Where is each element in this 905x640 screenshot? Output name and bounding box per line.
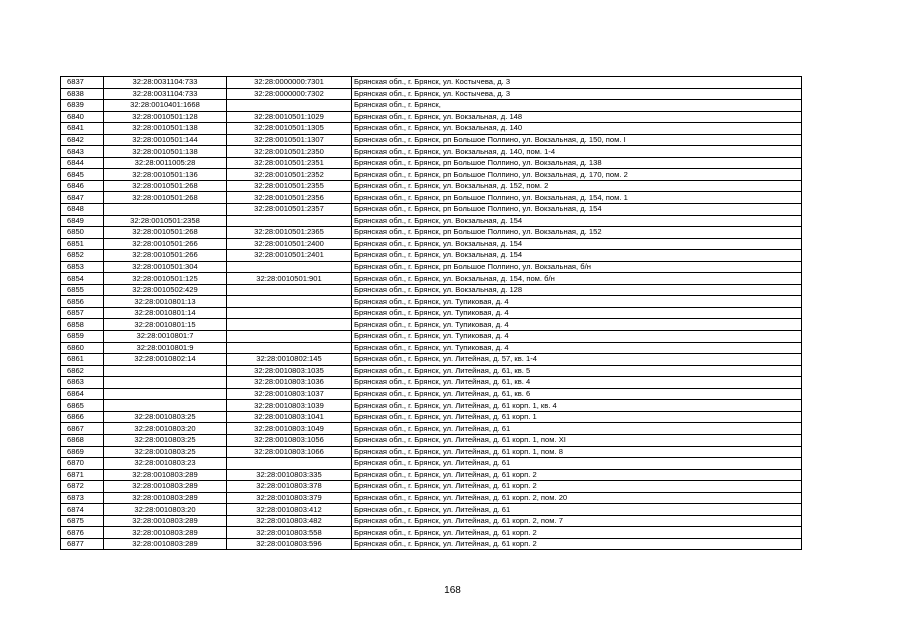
address-cell: Брянская обл., г. Брянск, ул. Вокзальная, д. 154 — [352, 250, 802, 262]
cadastral-object-cell — [227, 331, 352, 343]
table-row — [61, 169, 802, 181]
cadastral-object-cell: 32:28:0010501:2401 — [227, 250, 352, 262]
cadastral-parcel-cell: 32:28:0010803:23 — [104, 458, 227, 470]
address-cell: Брянская обл., г. Брянск, ул. Литейная, д. 61 — [352, 458, 802, 470]
cadastral-object-cell: 32:28:0010803:482 — [227, 515, 352, 527]
cadastral-object-cell — [227, 284, 352, 296]
table-row — [61, 446, 802, 458]
row-number-cell: 6866 — [61, 411, 104, 423]
table-row — [61, 215, 802, 227]
cadastral-parcel-cell: 32:28:0031104:733 — [104, 88, 227, 100]
table-row — [61, 273, 802, 285]
table-row — [61, 204, 802, 216]
row-number-cell: 6869 — [61, 446, 104, 458]
cadastral-parcel-cell: 32:28:0010801:14 — [104, 307, 227, 319]
row-number-cell: 6838 — [61, 88, 104, 100]
row-number-cell: 6848 — [61, 204, 104, 216]
address-cell: Брянская обл., г. Брянск, ул. Литейная, д. 61, кв. 6 — [352, 388, 802, 400]
cadastral-parcel-cell: 32:28:0010501:125 — [104, 273, 227, 285]
cadastral-object-cell: 32:28:0010501:1307 — [227, 134, 352, 146]
table-row — [61, 307, 802, 319]
row-number-cell: 6845 — [61, 169, 104, 181]
cadastral-object-cell: 32:28:0010803:1066 — [227, 446, 352, 458]
table-body — [61, 77, 802, 550]
row-number-cell: 6859 — [61, 331, 104, 343]
cadastral-parcel-cell — [104, 400, 227, 412]
address-cell: Брянская обл., г. Брянск, ул. Вокзальная, д. 148 — [352, 111, 802, 123]
address-cell: Брянская обл., г. Брянск, ул. Литейная, д. 61 корп. 1, кв. 4 — [352, 400, 802, 412]
cadastral-object-cell: 32:28:0010803:1056 — [227, 434, 352, 446]
cadastral-parcel-cell: 32:28:0010501:266 — [104, 238, 227, 250]
address-cell: Брянская обл., г. Брянск, ул. Литейная, д. 61 корп. 1, пом. 8 — [352, 446, 802, 458]
cadastral-object-cell: 32:28:0010501:2365 — [227, 227, 352, 239]
property-register-table — [60, 76, 802, 550]
cadastral-parcel-cell: 32:28:0010501:266 — [104, 250, 227, 262]
cadastral-object-cell: 32:28:0000000:7302 — [227, 88, 352, 100]
cadastral-parcel-cell: 32:28:0010501:268 — [104, 192, 227, 204]
row-number-cell: 6842 — [61, 134, 104, 146]
row-number-cell: 6870 — [61, 458, 104, 470]
row-number-cell: 6840 — [61, 111, 104, 123]
cadastral-parcel-cell — [104, 388, 227, 400]
address-cell: Брянская обл., г. Брянск, ул. Литейная, д. 61 корп. 1, пом. XI — [352, 434, 802, 446]
cadastral-parcel-cell: 32:28:0010501:138 — [104, 123, 227, 135]
table-row — [61, 180, 802, 192]
cadastral-parcel-cell: 32:28:0010802:14 — [104, 354, 227, 366]
cadastral-parcel-cell — [104, 204, 227, 216]
table-row — [61, 100, 802, 112]
cadastral-parcel-cell: 32:28:0010501:136 — [104, 169, 227, 181]
address-cell: Брянская обл., г. Брянск, ул. Литейная, д. 61 корп. 2 — [352, 538, 802, 550]
address-cell: Брянская обл., г. Брянск, ул. Литейная, д. 57, кв. 1-4 — [352, 354, 802, 366]
cadastral-parcel-cell: 32:28:0010801:9 — [104, 342, 227, 354]
address-cell: Брянская обл., г. Брянск, ул. Вокзальная, д. 140, пом. 1-4 — [352, 146, 802, 158]
address-cell: Брянская обл., г. Брянск, ул. Вокзальная, д. 154, пом. б/н — [352, 273, 802, 285]
row-number-cell: 6853 — [61, 261, 104, 273]
address-cell: Брянская обл., г. Брянск, ул. Литейная, д. 61 корп. 2, пом. 20 — [352, 492, 802, 504]
address-cell: Брянская обл., г. Брянск, ул. Тупиковая, д. 4 — [352, 307, 802, 319]
table-row — [61, 400, 802, 412]
row-number-cell: 6868 — [61, 434, 104, 446]
cadastral-object-cell: 32:28:0010501:2351 — [227, 157, 352, 169]
row-number-cell: 6872 — [61, 481, 104, 493]
table-row — [61, 458, 802, 470]
address-cell: Брянская обл., г. Брянск, рп Большое Полпино, ул. Вокзальная, д. 150, пом. I — [352, 134, 802, 146]
table-row — [61, 411, 802, 423]
cadastral-parcel-cell: 32:28:0010803:289 — [104, 492, 227, 504]
address-cell: Брянская обл., г. Брянск, рп Большое Полпино, ул. Вокзальная, д. 138 — [352, 157, 802, 169]
cadastral-object-cell: 32:28:0010803:378 — [227, 481, 352, 493]
address-cell: Брянская обл., г. Брянск, ул. Вокзальная, д. 154 — [352, 238, 802, 250]
table-row — [61, 111, 802, 123]
address-cell: Брянская обл., г. Брянск, — [352, 100, 802, 112]
table-row — [61, 469, 802, 481]
cadastral-object-cell: 32:28:0010803:1049 — [227, 423, 352, 435]
cadastral-parcel-cell: 32:28:0010803:289 — [104, 515, 227, 527]
cadastral-object-cell: 32:28:0010803:1039 — [227, 400, 352, 412]
table-row — [61, 331, 802, 343]
address-cell: Брянская обл., г. Брянск, ул. Вокзальная, д. 152, пом. 2 — [352, 180, 802, 192]
cadastral-object-cell: 32:28:0010501:901 — [227, 273, 352, 285]
cadastral-parcel-cell: 32:28:0010501:2358 — [104, 215, 227, 227]
table-row — [61, 192, 802, 204]
cadastral-parcel-cell: 32:28:0010502:429 — [104, 284, 227, 296]
table-row — [61, 423, 802, 435]
cadastral-object-cell: 32:28:0010803:1037 — [227, 388, 352, 400]
row-number-cell: 6875 — [61, 515, 104, 527]
cadastral-object-cell: 32:28:0010803:1036 — [227, 377, 352, 389]
cadastral-parcel-cell: 32:28:0010501:304 — [104, 261, 227, 273]
table-row — [61, 434, 802, 446]
row-number-cell: 6862 — [61, 365, 104, 377]
cadastral-object-cell: 32:28:0010803:1041 — [227, 411, 352, 423]
row-number-cell: 6852 — [61, 250, 104, 262]
row-number-cell: 6849 — [61, 215, 104, 227]
table-row — [61, 88, 802, 100]
cadastral-parcel-cell: 32:28:0010401:1668 — [104, 100, 227, 112]
cadastral-parcel-cell: 32:28:0010803:289 — [104, 527, 227, 539]
document-page — [60, 76, 802, 550]
cadastral-parcel-cell — [104, 365, 227, 377]
table-row — [61, 250, 802, 262]
cadastral-object-cell — [227, 319, 352, 331]
page-number: 168 — [444, 585, 461, 596]
row-number-cell: 6843 — [61, 146, 104, 158]
address-cell: Брянская обл., г. Брянск, ул. Тупиковая, д. 4 — [352, 342, 802, 354]
row-number-cell: 6854 — [61, 273, 104, 285]
table-row — [61, 365, 802, 377]
cadastral-parcel-cell: 32:28:0010803:20 — [104, 504, 227, 516]
cadastral-object-cell: 32:28:0010803:379 — [227, 492, 352, 504]
table-row — [61, 527, 802, 539]
address-cell: Брянская обл., г. Брянск, ул. Литейная, д. 61, кв. 5 — [352, 365, 802, 377]
cadastral-object-cell: 32:28:0010501:1029 — [227, 111, 352, 123]
address-cell: Брянская обл., г. Брянск, ул. Литейная, д. 61 корп. 1 — [352, 411, 802, 423]
address-cell: Брянская обл., г. Брянск, рп Большое Полпино, ул. Вокзальная, д. 170, пом. 2 — [352, 169, 802, 181]
cadastral-parcel-cell: 32:28:0010501:128 — [104, 111, 227, 123]
row-number-cell: 6865 — [61, 400, 104, 412]
address-cell: Брянская обл., г. Брянск, ул. Литейная, д. 61 корп. 2 — [352, 527, 802, 539]
table-row — [61, 388, 802, 400]
table-row — [61, 504, 802, 516]
cadastral-object-cell: 32:28:0010803:1035 — [227, 365, 352, 377]
address-cell: Брянская обл., г. Брянск, ул. Литейная, д. 61 корп. 2 — [352, 481, 802, 493]
cadastral-object-cell — [227, 342, 352, 354]
address-cell: Брянская обл., г. Брянск, рп Большое Полпино, ул. Вокзальная, д. 154 — [352, 204, 802, 216]
row-number-cell: 6864 — [61, 388, 104, 400]
cadastral-parcel-cell: 32:28:0010801:13 — [104, 296, 227, 308]
cadastral-object-cell — [227, 307, 352, 319]
row-number-cell: 6839 — [61, 100, 104, 112]
table-row — [61, 134, 802, 146]
address-cell: Брянская обл., г. Брянск, ул. Тупиковая, д. 4 — [352, 319, 802, 331]
cadastral-parcel-cell: 32:28:0010803:20 — [104, 423, 227, 435]
address-cell: Брянская обл., г. Брянск, ул. Тупиковая, д. 4 — [352, 296, 802, 308]
address-cell: Брянская обл., г. Брянск, ул. Литейная, д. 61 — [352, 504, 802, 516]
table-row — [61, 296, 802, 308]
cadastral-object-cell — [227, 296, 352, 308]
cadastral-object-cell — [227, 215, 352, 227]
cadastral-object-cell: 32:28:0010803:558 — [227, 527, 352, 539]
row-number-cell: 6857 — [61, 307, 104, 319]
row-number-cell: 6846 — [61, 180, 104, 192]
table-row — [61, 377, 802, 389]
row-number-cell: 6850 — [61, 227, 104, 239]
row-number-cell: 6844 — [61, 157, 104, 169]
cadastral-object-cell: 32:28:0000000:7301 — [227, 77, 352, 89]
row-number-cell: 6855 — [61, 284, 104, 296]
row-number-cell: 6863 — [61, 377, 104, 389]
table-row — [61, 319, 802, 331]
row-number-cell: 6867 — [61, 423, 104, 435]
cadastral-object-cell: 32:28:0010803:335 — [227, 469, 352, 481]
cadastral-object-cell — [227, 100, 352, 112]
table-row — [61, 77, 802, 89]
cadastral-object-cell: 32:28:0010501:2355 — [227, 180, 352, 192]
cadastral-object-cell: 32:28:0010501:1305 — [227, 123, 352, 135]
table-row — [61, 538, 802, 550]
table-row — [61, 354, 802, 366]
table-row — [61, 123, 802, 135]
table-row — [61, 481, 802, 493]
table-row — [61, 157, 802, 169]
address-cell: Брянская обл., г. Брянск, ул. Вокзальная, д. 140 — [352, 123, 802, 135]
cadastral-parcel-cell: 32:28:0010803:289 — [104, 469, 227, 481]
cadastral-object-cell: 32:28:0010802:145 — [227, 354, 352, 366]
address-cell: Брянская обл., г. Брянск, ул. Вокзальная, д. 128 — [352, 284, 802, 296]
cadastral-parcel-cell: 32:28:0010803:25 — [104, 434, 227, 446]
address-cell: Брянская обл., г. Брянск, ул. Литейная, д. 61, кв. 4 — [352, 377, 802, 389]
cadastral-object-cell — [227, 261, 352, 273]
row-number-cell: 6874 — [61, 504, 104, 516]
address-cell: Брянская обл., г. Брянск, ул. Тупиковая, д. 4 — [352, 331, 802, 343]
address-cell: Брянская обл., г. Брянск, ул. Вокзальная, д. 154 — [352, 215, 802, 227]
address-cell: Брянская обл., г. Брянск, ул. Литейная, д. 61 корп. 2 — [352, 469, 802, 481]
address-cell: Брянская обл., г. Брянск, рп Большое Полпино, ул. Вокзальная, д. 152 — [352, 227, 802, 239]
cadastral-parcel-cell: 32:28:0010803:25 — [104, 411, 227, 423]
cadastral-parcel-cell: 32:28:0010803:289 — [104, 538, 227, 550]
cadastral-parcel-cell: 32:28:0031104:733 — [104, 77, 227, 89]
row-number-cell: 6876 — [61, 527, 104, 539]
address-cell: Брянская обл., г. Брянск, ул. Литейная, д. 61 — [352, 423, 802, 435]
cadastral-parcel-cell — [104, 377, 227, 389]
cadastral-parcel-cell: 32:28:0010501:144 — [104, 134, 227, 146]
table-row — [61, 515, 802, 527]
row-number-cell: 6877 — [61, 538, 104, 550]
table-row — [61, 227, 802, 239]
cadastral-parcel-cell: 32:28:0010803:25 — [104, 446, 227, 458]
address-cell: Брянская обл., г. Брянск, ул. Костычева, д. 3 — [352, 88, 802, 100]
cadastral-object-cell: 32:28:0010803:412 — [227, 504, 352, 516]
row-number-cell: 6847 — [61, 192, 104, 204]
address-cell: Брянская обл., г. Брянск, рп Большое Полпино, ул. Вокзальная, б/н — [352, 261, 802, 273]
table-row — [61, 342, 802, 354]
row-number-cell: 6837 — [61, 77, 104, 89]
cadastral-object-cell: 32:28:0010501:2357 — [227, 204, 352, 216]
table-row — [61, 238, 802, 250]
cadastral-object-cell: 32:28:0010501:2356 — [227, 192, 352, 204]
row-number-cell: 6873 — [61, 492, 104, 504]
address-cell: Брянская обл., г. Брянск, ул. Литейная, д. 61 корп. 2, пом. 7 — [352, 515, 802, 527]
table-row — [61, 146, 802, 158]
cadastral-object-cell: 32:28:0010803:596 — [227, 538, 352, 550]
address-cell: Брянская обл., г. Брянск, ул. Костычева, д. 3 — [352, 77, 802, 89]
cadastral-parcel-cell: 32:28:0010803:289 — [104, 481, 227, 493]
row-number-cell: 6861 — [61, 354, 104, 366]
table-row — [61, 284, 802, 296]
row-number-cell: 6856 — [61, 296, 104, 308]
cadastral-parcel-cell: 32:28:0010501:268 — [104, 227, 227, 239]
cadastral-parcel-cell: 32:28:0010501:138 — [104, 146, 227, 158]
table-row — [61, 261, 802, 273]
table-row — [61, 492, 802, 504]
row-number-cell: 6860 — [61, 342, 104, 354]
cadastral-object-cell — [227, 458, 352, 470]
address-cell: Брянская обл., г. Брянск, рп Большое Полпино, ул. Вокзальная, д. 154, пом. 1 — [352, 192, 802, 204]
row-number-cell: 6858 — [61, 319, 104, 331]
cadastral-object-cell: 32:28:0010501:2352 — [227, 169, 352, 181]
row-number-cell: 6851 — [61, 238, 104, 250]
cadastral-object-cell: 32:28:0010501:2350 — [227, 146, 352, 158]
row-number-cell: 6871 — [61, 469, 104, 481]
cadastral-object-cell: 32:28:0010501:2400 — [227, 238, 352, 250]
cadastral-parcel-cell: 32:28:0010801:15 — [104, 319, 227, 331]
cadastral-parcel-cell: 32:28:0011005:28 — [104, 157, 227, 169]
row-number-cell: 6841 — [61, 123, 104, 135]
cadastral-parcel-cell: 32:28:0010501:268 — [104, 180, 227, 192]
cadastral-parcel-cell: 32:28:0010801:7 — [104, 331, 227, 343]
